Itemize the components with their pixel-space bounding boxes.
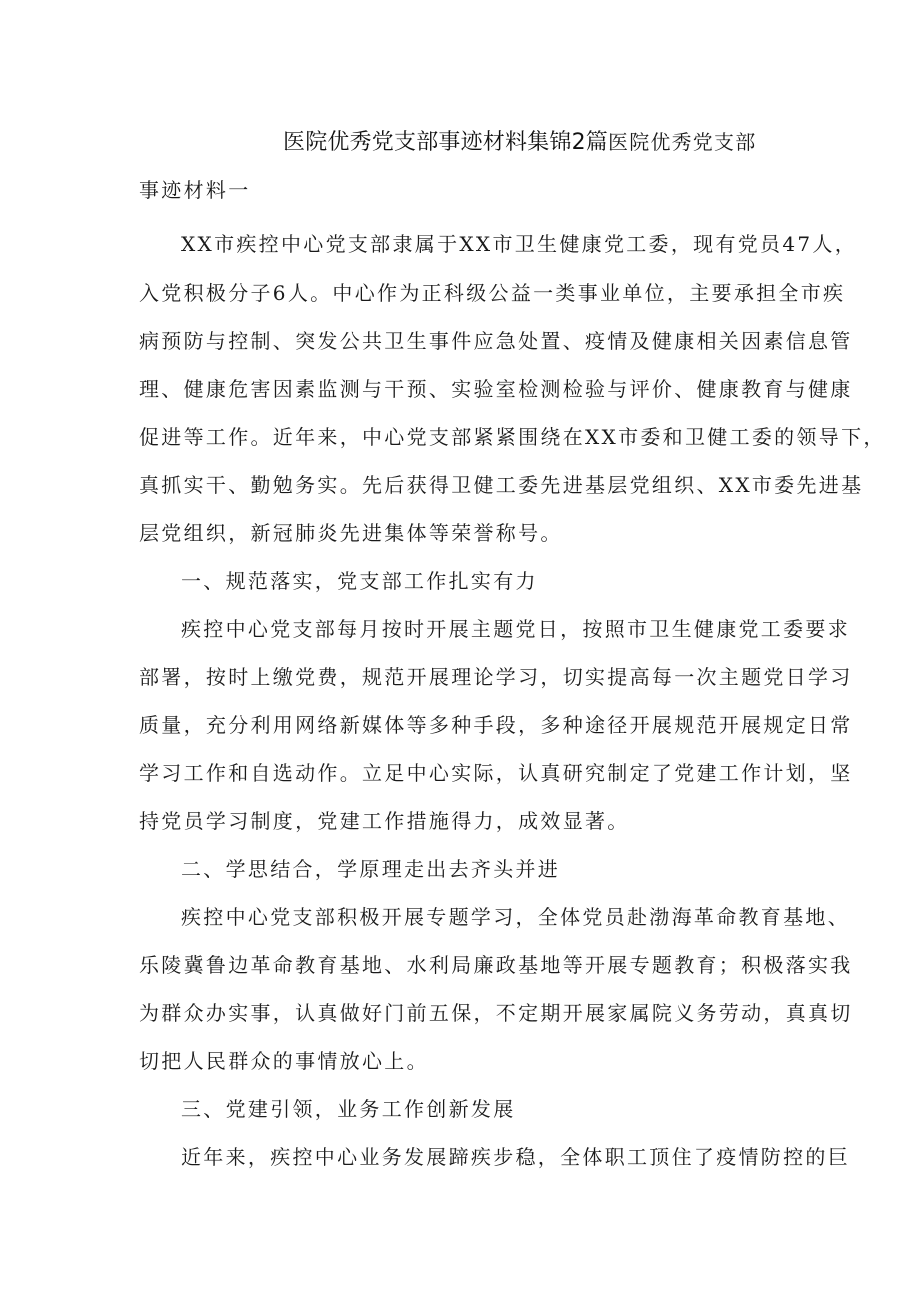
paragraph-line: 学习工作和自选动作。立足中心实际，认真研究制定了党建工作计划，坚 [139, 761, 853, 785]
document-title [283, 128, 756, 158]
paragraph-line: 层党组织，新冠肺炎先进集体等荣誉称号。 [139, 521, 563, 545]
section-heading-2: 二、学思结合，学原理走出去齐头并进 [181, 857, 561, 881]
title-second-line: 事迹材料一 [139, 178, 251, 202]
paragraph-line: 质量，充分利用网络新媒体等多种手段，多种途径开展规范开展规定日常 [139, 713, 853, 737]
title-main: 医院优秀党支部事迹材料集锦2篇 [283, 130, 608, 155]
paragraph-line: 促进等工作。近年来，中心党支部紧紧围绕在XX市委和卫健工委的领导下， [139, 425, 886, 449]
paragraph-line: 切把人民群众的事情放心上。 [139, 1049, 429, 1073]
paragraph-line: 乐陵冀鲁边革命教育基地、水利局廉政基地等开展专题教育；积极落实我 [139, 953, 853, 977]
paragraph-line: 入党积极分子6人。中心作为正科级公益一类事业单位，主要承担全市疾 [139, 281, 846, 305]
paragraph-line: 疾控中心党支部每月按时开展主题党日，按照市卫生健康党工委要求 [181, 617, 850, 641]
section-heading-1: 一、规范落实，党支部工作扎实有力 [181, 569, 538, 593]
paragraph-line: 持党员学习制度，党建工作措施得力，成效显著。 [139, 809, 630, 833]
paragraph-line: 疾控中心党支部积极开展专题学习，全体党员赴渤海革命教育基地、 [181, 905, 850, 929]
paragraph-line: 病预防与控制、突发公共卫生事件应急处置、疫情及健康相关因素信息管 [139, 329, 853, 353]
paragraph-line: 理、健康危害因素监测与干预、实验室检测检验与评价、健康教育与健康 [139, 377, 853, 401]
paragraph-line: 部署，按时上缴党费，规范开展理论学习，切实提高每一次主题党日学习 [139, 665, 853, 689]
paragraph-line: XX市疾控中心党支部隶属于XX市卫生健康党工委，现有党员47人， [181, 232, 858, 256]
section-heading-3: 三、党建引领，业务工作创新发展 [181, 1097, 516, 1121]
paragraph-line: 真抓实干、勤勉务实。先后获得卫健工委先进基层党组织、XX市委先进基 [139, 473, 864, 497]
paragraph-line: 近年来，疾控中心业务发展蹄疾步稳，全体职工顶住了疫情防控的巨 [181, 1145, 850, 1169]
title-continuation: 医院优秀党支部 [608, 130, 757, 154]
paragraph-line: 为群众办实事，认真做好门前五保，不定期开展家属院义务劳动，真真切 [139, 1001, 853, 1025]
